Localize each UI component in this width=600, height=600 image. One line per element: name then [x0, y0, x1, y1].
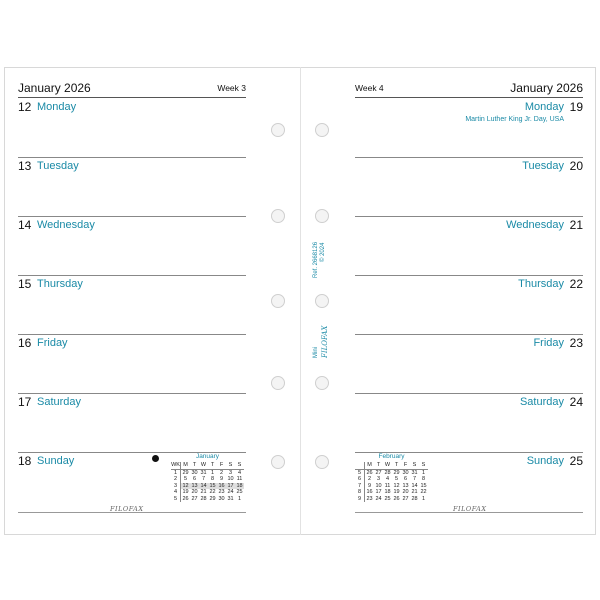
- mini-calendar-day: W: [384, 462, 391, 468]
- mini-calendar-day: 31: [411, 469, 418, 476]
- mini-calendar-day: T: [392, 462, 401, 469]
- day-name: Monday: [524, 101, 564, 113]
- mini-calendar-week-row: [355, 496, 428, 503]
- day-number: 13: [18, 159, 32, 173]
- mini-calendar-day: 29: [182, 469, 189, 476]
- copyright-text: © 2024: [320, 242, 326, 262]
- mini-calendar-week-row: [171, 469, 244, 476]
- ring-hole: [315, 455, 329, 469]
- mini-calendar-day: 28: [384, 469, 391, 476]
- mini-calendar-day: M: [181, 462, 191, 469]
- mini-calendar-day: 6: [403, 476, 408, 482]
- mini-calendar-day: 19: [182, 489, 189, 495]
- day-name: Tuesday: [522, 160, 564, 172]
- mini-calendar-day: 17: [375, 489, 382, 495]
- day-number: 23: [569, 336, 583, 350]
- mini-calendar-day: 6: [192, 476, 197, 482]
- mini-calendar-day: T: [374, 462, 383, 469]
- day-row[interactable]: [18, 393, 246, 453]
- day-number: 25: [569, 454, 583, 468]
- day-name: Sunday: [526, 455, 564, 467]
- right-page-header: [355, 81, 583, 98]
- mini-calendar-day: 7: [201, 476, 206, 482]
- filofax-spine-logo: FILOFAX: [321, 325, 329, 358]
- day-name: Wednesday: [37, 219, 95, 231]
- mini-calendar-week-number: 4: [171, 489, 181, 496]
- mini-calendar-day: S: [410, 462, 419, 469]
- ring-hole: [271, 455, 285, 469]
- mini-calendar-day: 2: [219, 469, 224, 476]
- ring-hole: [315, 209, 329, 223]
- reference-number: Ref. 2668126: [313, 241, 319, 278]
- day-name: Saturday: [37, 396, 82, 408]
- day-name: Monday: [37, 101, 77, 113]
- mini-calendar-week-number: 5: [355, 469, 365, 476]
- mini-calendar-day: 22: [209, 489, 216, 495]
- ring-hole: [315, 123, 329, 137]
- week-number: Week 3: [217, 83, 246, 93]
- mini-calendar-day: 5: [394, 476, 399, 482]
- day-number: 15: [18, 277, 32, 291]
- mini-calendar-day: 24: [227, 489, 234, 495]
- mini-calendar-day: 21: [411, 489, 418, 495]
- mini-calendar-day: W: [200, 462, 207, 468]
- mini-calendar-day: 26: [182, 495, 189, 502]
- mini-calendar-day: 13: [191, 482, 198, 489]
- mini-calendar-day: 18: [384, 489, 391, 495]
- mini-calendar-day: 1: [237, 495, 242, 502]
- mini-calendar-day: M: [365, 462, 375, 469]
- mini-calendar-week-number: 5: [171, 496, 181, 503]
- mini-calendar-day: 25: [384, 495, 391, 502]
- mini-calendar-day: F: [217, 462, 226, 469]
- mini-calendar-day: 15: [420, 482, 427, 489]
- day-row[interactable]: [18, 157, 246, 217]
- left-page: [18, 67, 246, 535]
- day-number: 19: [569, 100, 583, 114]
- mini-calendar-week-number: 2: [171, 476, 181, 483]
- mini-calendar-day: 18: [236, 482, 243, 489]
- mini-calendar-day: 22: [420, 489, 427, 495]
- mini-calendar-day: 24: [375, 495, 382, 502]
- month-title: January 2026: [510, 81, 583, 95]
- mini-calendar-day: 30: [218, 495, 225, 502]
- day-name: Friday: [533, 337, 564, 349]
- mini-calendar-day: 13: [402, 482, 409, 489]
- mini-calendar-day: 11: [384, 482, 391, 489]
- ring-hole: [271, 376, 285, 390]
- mini-calendar-day: 21: [200, 489, 207, 495]
- day-row[interactable]: [355, 157, 583, 217]
- day-row[interactable]: [355, 216, 583, 276]
- day-number: 12: [18, 100, 32, 114]
- mini-calendar-day: 27: [191, 495, 198, 502]
- filofax-logo: FILOFAX: [110, 505, 144, 513]
- mini-calendar-week-number: [355, 462, 365, 469]
- mini-calendar-day: 19: [393, 489, 400, 495]
- mini-calendar-day: 29: [393, 469, 400, 476]
- mini-calendar-week-number: 6: [355, 476, 365, 483]
- mini-calendar-day: 16: [218, 482, 225, 489]
- day-name: Wednesday: [506, 219, 564, 231]
- day-row[interactable]: [355, 98, 583, 158]
- mini-calendar-day: 9: [367, 482, 372, 489]
- mini-calendar-day: 7: [412, 476, 417, 482]
- left-page-header: [18, 81, 246, 98]
- mini-calendar-day: 5: [183, 476, 188, 482]
- filofax-logo: FILOFAX: [453, 505, 487, 513]
- mini-calendar-week-number: 3: [171, 483, 181, 490]
- mini-calendar-day: 1: [421, 469, 426, 476]
- day-number: 16: [18, 336, 32, 350]
- mini-calendar-day: 8: [210, 476, 215, 482]
- mini-calendar-day: 8: [421, 476, 426, 482]
- mini-calendar-day: 23: [366, 495, 373, 502]
- mini-calendar-weekday-header: [355, 462, 428, 469]
- mini-calendar-week-number: WK: [171, 462, 180, 468]
- ring-hole: [315, 294, 329, 308]
- right-page: [355, 67, 583, 535]
- mini-calendar-day: 10: [375, 482, 382, 489]
- mini-calendar-day: 11: [236, 476, 243, 482]
- day-number: 18: [18, 454, 32, 468]
- day-number: 24: [569, 395, 583, 409]
- day-row[interactable]: [355, 393, 583, 453]
- mini-calendar-day: 16: [366, 489, 373, 495]
- mini-calendar-day: S: [226, 462, 235, 469]
- mini-calendar-week-number: 7: [355, 483, 365, 490]
- mini-calendar-week-number: 1: [171, 469, 181, 476]
- mini-calendar-day: 3: [228, 469, 233, 476]
- day-name: Friday: [37, 337, 68, 349]
- day-number: 17: [18, 395, 32, 409]
- mini-calendar-title: January: [195, 453, 220, 460]
- mini-calendar-day: 1: [421, 495, 426, 502]
- mini-calendar-day: 27: [402, 495, 409, 502]
- mini-calendar-day: 12: [393, 482, 400, 489]
- mini-calendar-day: 17: [227, 482, 234, 489]
- day-number: 14: [18, 218, 32, 232]
- mini-calendar-week-number: 8: [355, 489, 365, 496]
- ring-hole: [271, 123, 285, 137]
- day-number: 20: [569, 159, 583, 173]
- ring-hole: [271, 209, 285, 223]
- mini-calendar-day: 2: [367, 476, 372, 482]
- mini-calendar-day: 30: [191, 469, 198, 476]
- page-divider: [300, 67, 301, 535]
- mini-calendar-day: 14: [200, 482, 207, 489]
- mini-calendar-day: 23: [218, 489, 225, 495]
- day-number: 21: [569, 218, 583, 232]
- mini-calendar-day: F: [401, 462, 410, 469]
- mini-calendar-week-number: 9: [355, 496, 365, 503]
- mini-calendar-day: 28: [200, 495, 207, 502]
- mini-calendar-day: 10: [227, 476, 234, 482]
- mini-calendar-day: 28: [411, 495, 418, 502]
- day-row[interactable]: [18, 334, 246, 394]
- mini-calendar-grid: [171, 462, 244, 502]
- size-label: Mini: [313, 346, 319, 358]
- mini-calendar-february: [355, 453, 428, 502]
- mini-calendar-day: 20: [191, 489, 198, 495]
- day-name: Saturday: [519, 396, 564, 408]
- day-row[interactable]: [355, 334, 583, 394]
- mini-calendar-week-row: [355, 469, 428, 476]
- day-name: Sunday: [37, 455, 75, 467]
- mini-calendar-grid: [355, 462, 428, 502]
- mini-calendar-day: 30: [402, 469, 409, 476]
- day-name: Tuesday: [37, 160, 79, 172]
- mini-calendar-title: February: [378, 453, 405, 460]
- week-number: Week 4: [355, 83, 384, 93]
- mini-calendar-day: S: [235, 462, 244, 469]
- day-row[interactable]: [18, 275, 246, 335]
- mini-calendar-day: 4: [385, 476, 390, 482]
- mini-calendar-day: 12: [182, 482, 189, 489]
- day-row[interactable]: [18, 98, 246, 158]
- mini-calendar-day: 14: [411, 482, 418, 489]
- day-name: Thursday: [37, 278, 83, 290]
- mini-calendar-day: 4: [237, 469, 242, 476]
- mini-calendar-day: 1: [210, 469, 215, 476]
- month-title: January 2026: [18, 81, 91, 95]
- mini-calendar-day: 26: [366, 469, 373, 476]
- mini-calendar-day: T: [208, 462, 217, 469]
- day-number: 22: [569, 277, 583, 291]
- new-moon-icon: [152, 455, 159, 462]
- mini-calendar-day: S: [419, 462, 428, 469]
- day-row[interactable]: [355, 275, 583, 335]
- holiday-note: Martin Luther King Jr. Day, USA: [465, 116, 564, 123]
- mini-calendar-day: 15: [209, 482, 216, 489]
- mini-calendar-weekday-header: [171, 462, 244, 469]
- mini-calendar-january: [171, 453, 244, 502]
- mini-calendar-day: 27: [375, 469, 382, 476]
- ring-hole: [315, 376, 329, 390]
- day-row[interactable]: [18, 216, 246, 276]
- mini-calendar-day: 9: [219, 476, 224, 482]
- mini-calendar-day: 20: [402, 489, 409, 495]
- mini-calendar-day: 26: [393, 495, 400, 502]
- ring-hole: [271, 294, 285, 308]
- mini-calendar-day: 31: [200, 469, 207, 476]
- day-name: Thursday: [518, 278, 564, 290]
- mini-calendar-week-row: [171, 496, 244, 503]
- mini-calendar-day: 31: [227, 495, 234, 502]
- mini-calendar-day: 3: [376, 476, 381, 482]
- mini-calendar-day: 29: [209, 495, 216, 502]
- mini-calendar-day: T: [190, 462, 199, 469]
- mini-calendar-day: 25: [236, 489, 243, 495]
